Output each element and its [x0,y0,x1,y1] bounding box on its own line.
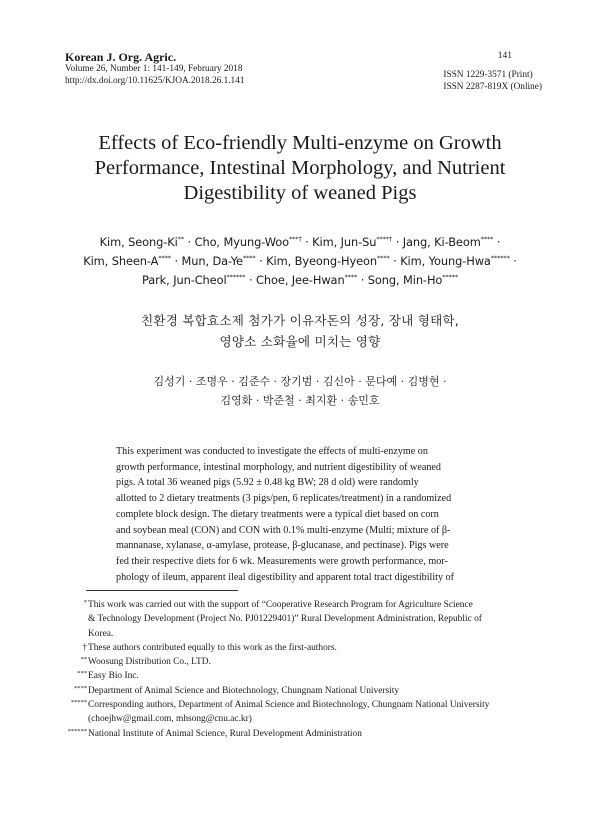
page-number: 141 [497,51,512,61]
author-separator: · [301,235,313,249]
footnote-line: This work was carried out with the support of “Cooperative Research Program for Agriculture Science [88,600,473,610]
footnote-line: Woosung Distribution Co., LTD. [88,657,211,668]
author-name: Kim, Sheen-A [83,254,159,268]
footnote-line: Korea. [88,628,114,639]
footnote-divider [86,590,238,591]
korean-author-list [40,372,560,410]
author-mark: ** [177,235,185,243]
title-line: Digestibility of weaned Pigs [183,182,417,204]
author-mark: ***** [442,273,459,281]
journal-name: Korean J. Org. Agric. [65,50,177,64]
footnote [77,669,520,683]
author-mark: ***† [289,235,302,243]
author-name: Cho, Myung-Woo [194,235,289,249]
abstract-line: allotted to 2 dietary treatments (3 pigs/pen, 6 replicates/treatment) in a randomized [116,493,452,505]
author-separator: · [184,235,195,249]
author-name: Kim, Seong-Ki [99,235,178,249]
footnote-mark: * [83,599,87,606]
author-separator: · [509,254,517,268]
author-separator: · [493,235,501,249]
abstract [116,444,482,585]
abstract-line: phology of ileum, apparent ileal digestibility and apparent total tract digestibility of [116,571,454,583]
korean-title-line: 친환경 복합효소제 첨가가 이유자돈의 성장, 장내 형태학, [140,313,460,328]
author-line [22,271,578,290]
abstract-line: This experiment was conducted to investigate the effects of multi-enzyme on [116,446,428,457]
footnote [70,698,520,727]
author-line [22,252,578,271]
footnote-mark: † [82,641,87,652]
korean-title-line: 영양소 소화율에 미치는 영향 [219,334,381,349]
footnote-mark: ***** [70,699,87,707]
footnote [80,655,520,669]
footnotes [67,598,520,741]
footnote-line: Corresponding authors, Department of Animal Science and Biotechnology, Chungnam National University [88,700,490,711]
footnote-line: (choejhw@gmail.com, mhsong@cnu.ac.kr) [88,714,252,725]
author-mark: **** [344,273,358,281]
author-separator: · [245,273,256,287]
author-separator: · [255,254,267,268]
issn-block [443,70,542,93]
footnote-line: Department of Animal Science and Biotechnology, Chungnam National University [88,685,400,696]
footnote-line: & Technology Development (Project No. PJ01229401)” Rural Development Administration, Republic of [88,614,482,625]
author-name: Mun, Da-Ye [181,254,243,268]
footnote-mark: ****** [67,727,87,735]
footnote-line: Easy Bio Inc. [88,671,139,682]
author-separator: · [392,235,403,249]
author-list [22,233,578,290]
title-line: Effects of Eco-friendly Multi-enzyme on Growth [98,132,502,154]
author-name: Kim, Young-Hwa [400,254,491,268]
issn-print: ISSN 1229-3571 (Print) [443,70,533,80]
author-name: Kim, Byeong-Hyeon [266,254,378,268]
abstract-line: and soybean meal (CON) and CON with 0.1% multi-enzyme (Multi; mixture of β- [116,524,451,536]
author-mark: ****** [226,273,246,281]
author-mark: ****† [376,235,393,243]
footnote [74,684,520,698]
author-separator: · [357,273,368,287]
author-mark: ****** [490,254,510,262]
footnote-mark: **** [74,684,87,692]
author-line [22,233,578,252]
author-mark: **** [242,254,256,262]
doi-link[interactable]: http://dx.doi.org/10.11625/KJOA.2018.26.1.141 [65,75,245,86]
author-separator: · [170,254,182,268]
volume-line: Volume 26, Number 1: 141-149, February 2018 [65,64,243,74]
abstract-line: growth performance, intestinal morphology, and nutrient digestibility of weaned [116,461,441,473]
author-mark: **** [377,254,390,262]
footnote-line: These authors contributed equally to this work as the first-authors. [88,642,337,653]
author-name: Park, Jun-Cheol [141,273,227,287]
abstract-line: complete block design. The dietary treatments were a typical diet based on corn [116,508,439,520]
footnote-mark: *** [77,670,87,678]
footnote [82,641,520,655]
author-name: Kim, Jun-Su [312,235,377,249]
author-name: Jang, Ki-Beom [402,235,481,249]
paper-title [30,131,570,206]
footnote-line: National Institute of Animal Science, Rural Development Administration [88,728,362,739]
author-name: Song, Min-Ho [367,273,443,287]
author-mark: **** [158,254,171,262]
author-name: Choe, Jee-Hwan [256,273,345,287]
footnote [67,727,520,741]
korean-title [40,310,560,352]
korean-author-line: 김성기 · 조명우 · 김준수 · 장기범 · 김신아 · 문다예 · 김병현 · [153,375,447,388]
author-mark: **** [480,235,494,243]
issn-online: ISSN 2287-819X (Online) [443,81,542,92]
footnote [83,598,520,641]
abstract-line: fed their respective diets for 6 wk. Measurements were growth performance, mor- [116,555,448,567]
author-separator: · [389,254,401,268]
footnote-mark: ** [80,656,87,664]
journal-header [65,50,365,87]
korean-author-line: 김영화 · 박준철 · 최지환 · 송민호 [220,394,380,407]
title-line: Performance, Intestinal Morphology, and Nutrient [94,157,506,179]
abstract-line: mannanase, xylanase, α-amylase, protease, β-glucanase, and pectinase). Pigs were [116,540,449,552]
abstract-line: pigs. A total 36 weaned pigs (5.92 ± 0.48 kg BW; 28 d old) were randomly [116,477,419,489]
